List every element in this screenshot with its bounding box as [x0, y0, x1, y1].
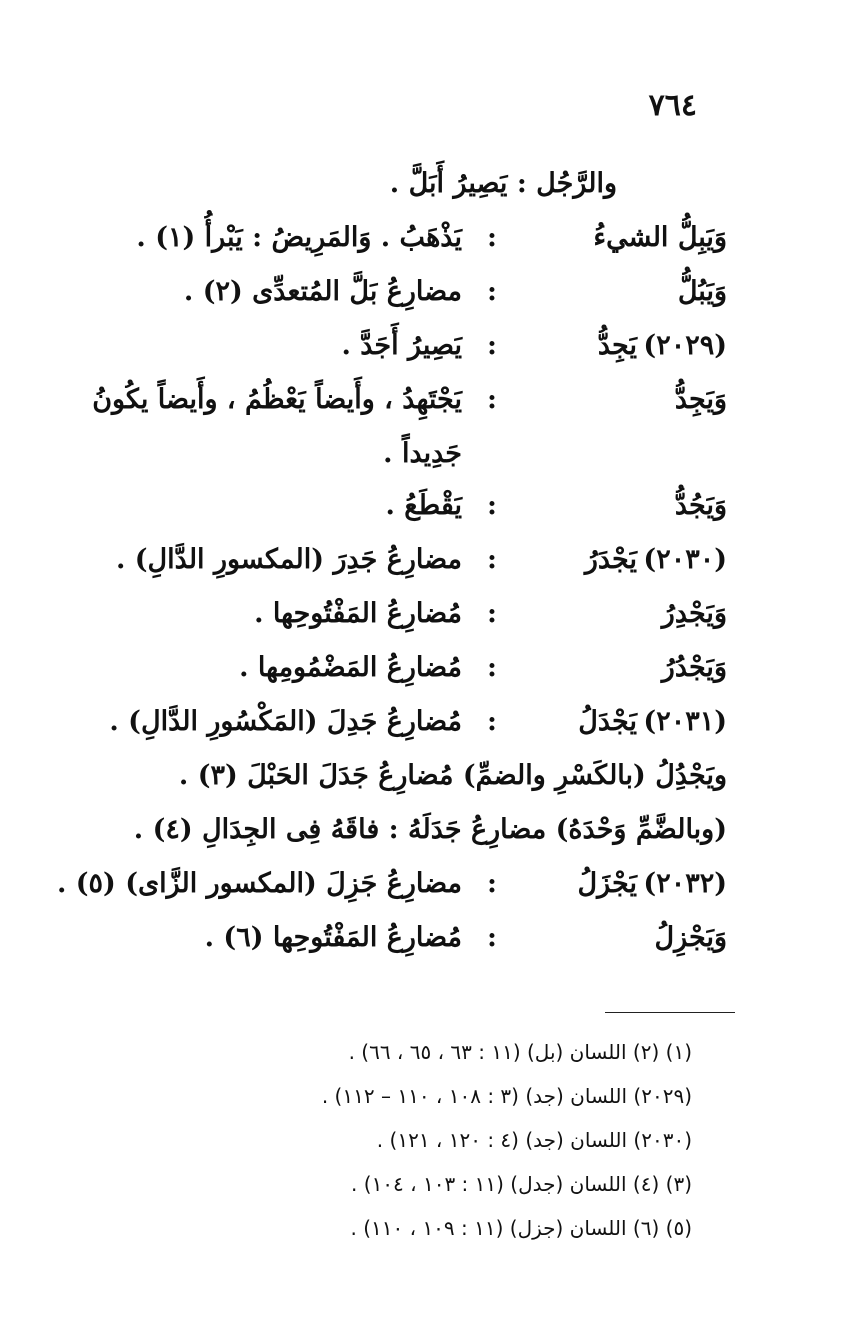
entry-definition: مُضارِعُ المَضْمُومِها . [239, 652, 462, 683]
entry-separator: : [487, 922, 497, 953]
entry-definition: مُضارِعُ المَفْتُوحِها (٦) . [204, 922, 462, 953]
footnotes [132, 1040, 692, 1260]
entry-definition: مُضارِعُ المَفْتُوحِها . [254, 598, 462, 629]
entry-headword: يَجْدَلُ [578, 706, 637, 737]
dictionary-entries [37, 168, 727, 976]
entry-headword: يَجْدَرُ [584, 544, 637, 575]
dictionary-entry [37, 598, 727, 652]
page-number: ٧٦٤ [648, 88, 697, 123]
entry-definition: يَذْهَبُ . وَالمَرِيضُ : يَبْرأُ (١) . [136, 222, 462, 253]
footnote: (٢٠٢٩) اللسان (جد) (٣ : ١٠٨ ، ١١٠ – ١١٢) . [321, 1084, 692, 1108]
entry-text: والرَّجُل : يَصِيرُ أَبَلَّ . [389, 168, 617, 199]
entry-number: (٢٠٣١) [643, 706, 727, 737]
entry-headword: وَيَبُلُّ [677, 276, 727, 307]
footnote-divider [605, 1012, 735, 1013]
dictionary-entry [37, 652, 727, 706]
dictionary-entry [37, 168, 727, 222]
entry-separator: : [487, 598, 497, 629]
dictionary-entry [37, 706, 727, 760]
footnote: (٢٠٣٠) اللسان (جد) (٤ : ١٢٠ ، ١٢١) . [376, 1128, 692, 1152]
dictionary-entry [37, 868, 727, 922]
entry-text: (وبالضَّمِّ وَحْدَهُ) مضارِعُ جَدَلَهُ : فاقَهُ فِى الجِدَالِ (٤) . [133, 814, 727, 845]
dictionary-entry [37, 922, 727, 976]
entry-separator: : [487, 706, 497, 737]
entry-number: (٢٠٣٢) [643, 868, 727, 899]
entry-headword: وَيَجْزِلُ [654, 922, 727, 953]
entry-headword: وَيَجْدُرُ [661, 652, 727, 683]
entry-text: ويَجْدُِلُ (بالكَسْرِ والضمِّ) مُضارِعُ جَدَلَ الحَبْلَ (٣) . [178, 760, 727, 791]
entry-separator: : [487, 222, 497, 253]
entry-separator: : [487, 330, 497, 361]
entry-headword: وَيَجُدُّ [674, 490, 727, 521]
entry-headword: وَيَبِلُّ الشيءُ [593, 222, 727, 253]
entry-definition: مُضارِعُ جَدِلَ (المَكْسُورِ الدَّالِ) . [109, 706, 462, 737]
entry-separator: : [487, 868, 497, 899]
entry-definition: جَدِيداً . [383, 438, 462, 469]
entry-number: (٢٠٢٩) [643, 330, 727, 361]
entry-separator: : [487, 276, 497, 307]
entry-definition: يَصِيرُ أَجَدَّ . [341, 330, 462, 361]
entry-definition: مضارِعُ جَدِرَ (المكسورِ الدَّالِ) . [115, 544, 462, 575]
entry-headword: يَجْزَلُ [577, 868, 637, 899]
entry-headword: وَيَجِدُّ [674, 384, 727, 415]
dictionary-entry [37, 330, 727, 384]
entry-headword: يَجِدُّ [597, 330, 637, 361]
entry-definition: يَجْتَهِدُ ، وأَيضاً يَعْظُمُ ، وأَيضاً يكُونُ [92, 384, 462, 415]
dictionary-entry [37, 544, 727, 598]
entry-definition: مضارِعُ بَلَّ المُتعدِّى (٢) . [183, 276, 462, 307]
dictionary-entry [37, 384, 727, 438]
dictionary-entry [37, 760, 727, 814]
entry-separator: : [487, 544, 497, 575]
entry-definition: مضارِعُ جَزِلَ (المكسور الزَّاى) (٥) . [56, 868, 462, 899]
footnote: (٥) (٦) اللسان (جزل) (١١ : ١٠٩ ، ١١٠) . [350, 1216, 692, 1240]
dictionary-entry [37, 490, 727, 544]
dictionary-entry [37, 276, 727, 330]
entry-separator: : [487, 384, 497, 415]
entry-separator: : [487, 490, 497, 521]
entry-continuation [37, 438, 727, 490]
footnote: (١) (٢) اللسان (بل) (١١ : ٦٣ ، ٦٥ ، ٦٦) . [348, 1040, 692, 1064]
dictionary-entry [37, 222, 727, 276]
dictionary-entry [37, 814, 727, 868]
footnote: (٣) (٤) اللسان (جدل) (١١ : ١٠٣ ، ١٠٤) . [351, 1172, 692, 1196]
entry-separator: : [487, 652, 497, 683]
entry-headword: وَيَجْدِرُ [661, 598, 727, 629]
entry-definition: يَقْطَعُ . [385, 490, 462, 521]
entry-number: (٢٠٣٠) [643, 544, 727, 575]
